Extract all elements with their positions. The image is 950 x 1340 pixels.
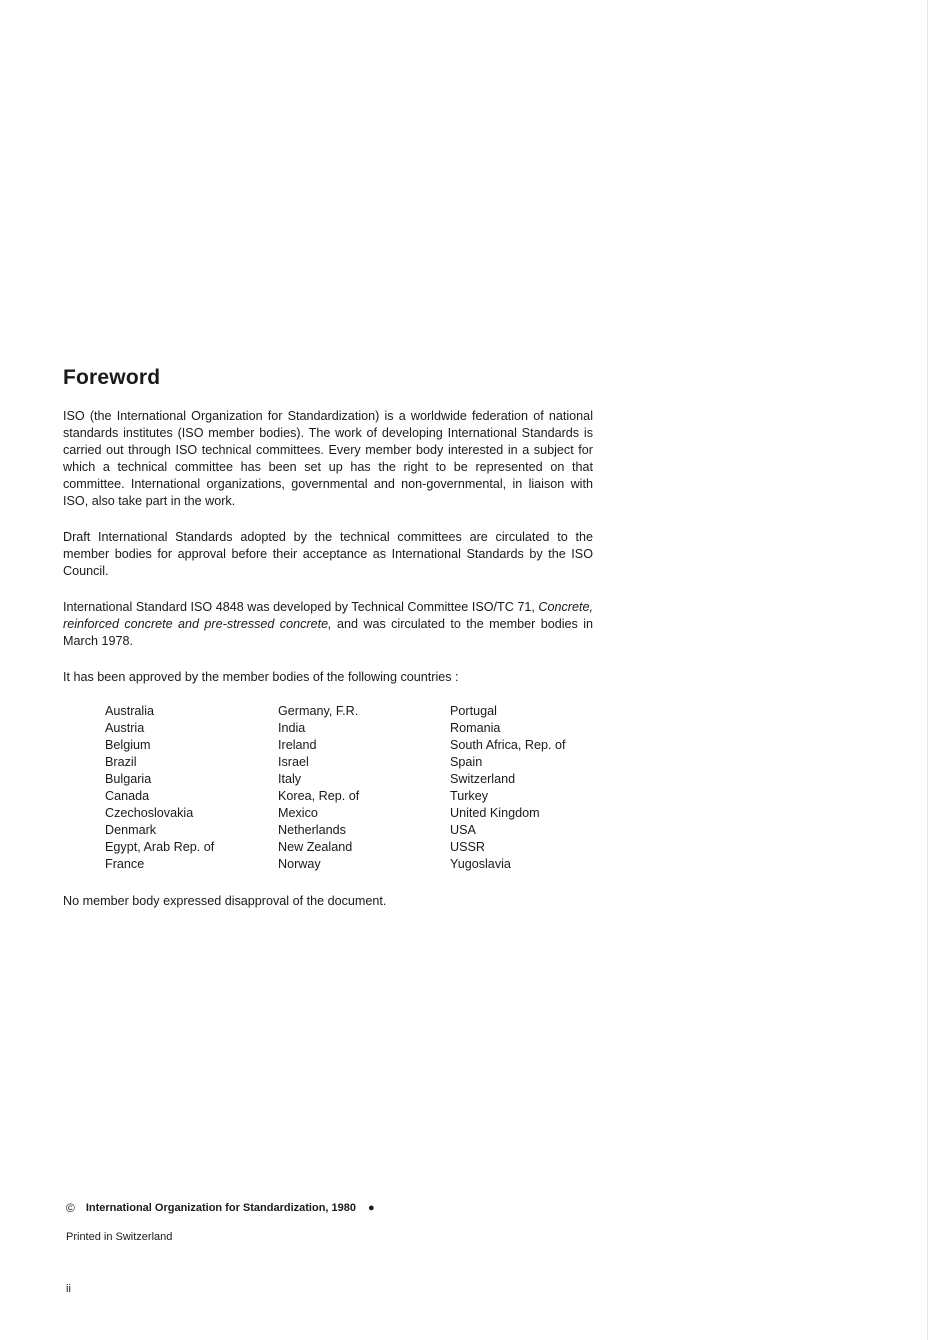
committee-name: Concrete, reinforced concrete and pre-stressed concrete, <box>63 600 593 631</box>
paragraph-3-prefix: International Standard ISO 4848 was developed by Technical Committee ISO/TC 71, <box>63 600 535 614</box>
foreword-paragraph-2: Draft International Standards adopted by the technical committees are circulated to the member bodies for approval before their acceptance as International Standards by the ISO Council. <box>63 530 593 578</box>
country-item: Ireland <box>278 738 317 752</box>
country-item: Australia <box>105 704 154 718</box>
country-item: USA <box>450 823 476 837</box>
country-item: Czechoslovakia <box>105 806 194 820</box>
country-item: Brazil <box>105 755 137 769</box>
country-item: Egypt, Arab Rep. of <box>105 840 215 854</box>
approval-intro: It has been approved by the member bodies of the following countries : <box>63 670 459 684</box>
country-item: USSR <box>450 840 485 854</box>
copyright-notice <box>66 1201 375 1215</box>
copyright-icon: © <box>66 1201 75 1215</box>
country-item: Israel <box>278 755 309 769</box>
page-edge <box>927 0 928 1340</box>
country-item: Korea, Rep. of <box>278 789 360 803</box>
country-item: Yugoslavia <box>450 857 511 871</box>
country-column-3 <box>450 703 620 873</box>
country-item: Denmark <box>105 823 157 837</box>
country-item: United Kingdom <box>450 806 540 820</box>
country-item: Switzerland <box>450 772 516 786</box>
disapproval-statement: No member body expressed disapproval of the document. <box>63 894 387 908</box>
paragraph-3-suffix: and was circulated to the member bodies in March 1978. <box>63 617 593 648</box>
copyright-text: International Organization for Standardization, 1980 <box>85 1202 356 1214</box>
country-item: Italy <box>278 772 302 786</box>
country-item: Belgium <box>105 738 151 752</box>
country-item: Turkey <box>450 789 489 803</box>
country-column-1 <box>105 703 278 873</box>
country-list <box>63 703 593 873</box>
country-item: Canada <box>105 789 150 803</box>
country-item: Norway <box>278 857 321 871</box>
country-item: South Africa, Rep. of <box>450 738 566 752</box>
country-item: Spain <box>450 755 483 769</box>
country-item: India <box>278 721 306 735</box>
country-item: Portugal <box>450 704 497 718</box>
bullet-icon: ● <box>368 1202 375 1214</box>
country-column-2 <box>278 703 450 873</box>
country-item: Germany, F.R. <box>278 704 359 718</box>
foreword-paragraph-1: ISO (the International Organization for Standardization) is a worldwide federation of national standards institutes (ISO member bodies). The work of developing International Standards is carried out through ISO technical committees. Every member body interested in a subject for which a technical committee has been set up has the right to be represented on that committee. International organizations, governmental and non-governmental, in liaison with ISO, also take part in the work. <box>63 409 593 508</box>
country-item: France <box>105 857 145 871</box>
foreword-paragraph-3 <box>63 599 593 650</box>
page-title: Foreword <box>63 366 161 389</box>
country-item: New Zealand <box>278 840 353 854</box>
printed-in: Printed in Switzerland <box>66 1231 173 1243</box>
country-item: Austria <box>105 721 145 735</box>
foreword-section <box>63 366 593 929</box>
country-item: Netherlands <box>278 823 346 837</box>
country-item: Mexico <box>278 806 318 820</box>
country-item: Bulgaria <box>105 772 152 786</box>
country-item: Romania <box>450 721 501 735</box>
page-number: ii <box>66 1283 71 1295</box>
